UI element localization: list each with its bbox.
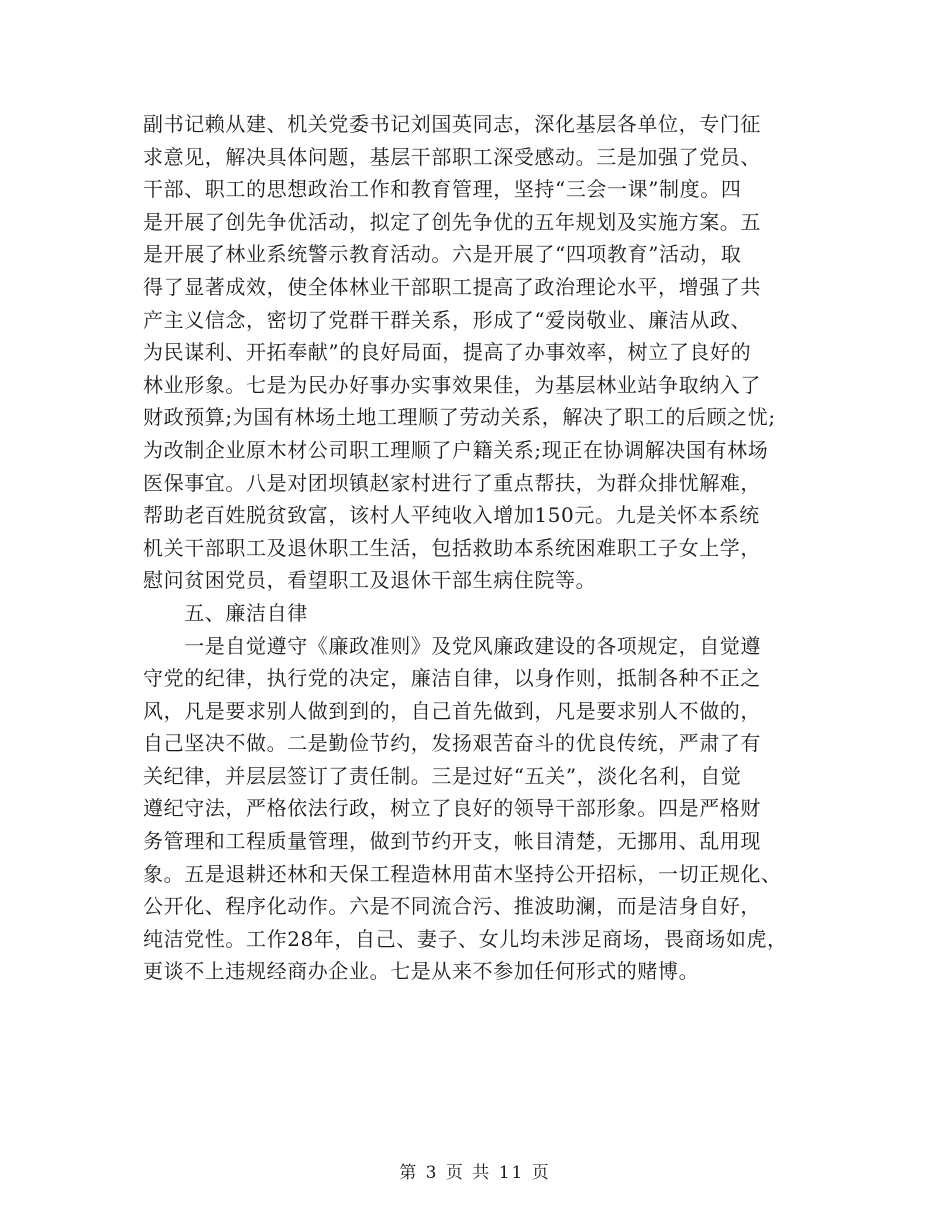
text-line: 副书记赖从建、机关党委书记刘国英同志，深化基层各单位，专门征 — [143, 112, 761, 136]
text-line: 更谈不上违规经商办企业。七是从来不参加任何形式的赌博。 — [143, 959, 700, 984]
text-line: 风，凡是要求别人做到到的，自己首先做到，凡是要求别人不做的， — [143, 698, 761, 723]
text-line: 象。五是退耕还林和天保工程造林用苗木坚持公开招标，一切正规化、 — [143, 861, 782, 886]
body-text — [143, 108, 823, 988]
text-line: 得了显著成效，使全体林业干部职工提高了政治理论水平，增强了共 — [143, 274, 761, 299]
text-line: 为改制企业原木材公司职工理顺了户籍关系;现正在协调解决国有林场 — [143, 437, 769, 462]
text-line: 是开展了林业系统警示教育活动。六是开展了“四项教育”活动，取 — [143, 242, 742, 267]
text-line: 守党的纪律，执行党的决定，廉洁自律，以身作则，抵制各种不正之 — [143, 666, 761, 691]
page-number-footer: 第 3 页 共 11 页 — [399, 1163, 551, 1183]
text-line: 产主义信念，密切了党群干群关系，形成了“爱岗敬业、廉洁从政、 — [143, 307, 752, 332]
section-heading: 五、廉洁自律 — [143, 600, 308, 625]
text-line: 求意见，解决具体问题，基层干部职工深受感动。三是加强了党员、 — [143, 144, 761, 169]
text-line: 纯洁党性。工作28年，自己、妻子、女儿均未涉足商场，畏商场如虎， — [143, 926, 788, 951]
text-line: 自己坚决不做。二是勤俭节约，发扬艰苦奋斗的优良传统，严肃了有 — [143, 731, 761, 756]
text-line: 帮助老百姓脱贫致富，该村人平纯收入增加150元。九是关怀本系统 — [143, 503, 760, 528]
text-line: 是开展了创先争优活动，拟定了创先争优的五年规划及实施方案。五 — [143, 209, 761, 234]
text-line: 关纪律，并层层签订了责任制。三是过好“五关”，淡化名利，自觉 — [143, 763, 742, 788]
text-line: 机关干部职工及退休职工生活，包括救助本系统困难职工子女上学， — [143, 535, 761, 560]
text-line: 遵纪守法，严格依法行政，树立了良好的领导干部形象。四是严格财 — [143, 796, 761, 821]
text-line: 干部、职工的思想政治工作和教育管理，坚持“三会一课”制度。四 — [143, 177, 742, 202]
text-line: 慰问贫困党员，看望职工及退休干部生病住院等。 — [143, 568, 597, 593]
text-line: 务管理和工程质量管理，做到节约开支，帐目清楚，无挪用、乱用现 — [143, 829, 761, 854]
text-line: 医保事宜。八是对团坝镇赵家村进行了重点帮扶，为群众排忧解难， — [143, 470, 761, 495]
text-line: 为民谋利、开拓奉献”的良好局面，提高了办事效率，树立了良好的 — [143, 340, 752, 365]
text-line: 林业形象。七是为民办好事办实事效果佳，为基层林业站争取纳入了 — [143, 372, 761, 397]
text-line: 公开化、程序化动作。六是不同流合污、推波助澜，而是洁身自好， — [143, 894, 761, 919]
text-line: 财政预算;为国有林场土地工理顺了劳动关系，解决了职工的后顾之忧; — [143, 405, 776, 430]
text-line: 一是自觉遵守《廉政准则》及党风廉政建设的各项规定，自觉遵 — [143, 633, 761, 658]
